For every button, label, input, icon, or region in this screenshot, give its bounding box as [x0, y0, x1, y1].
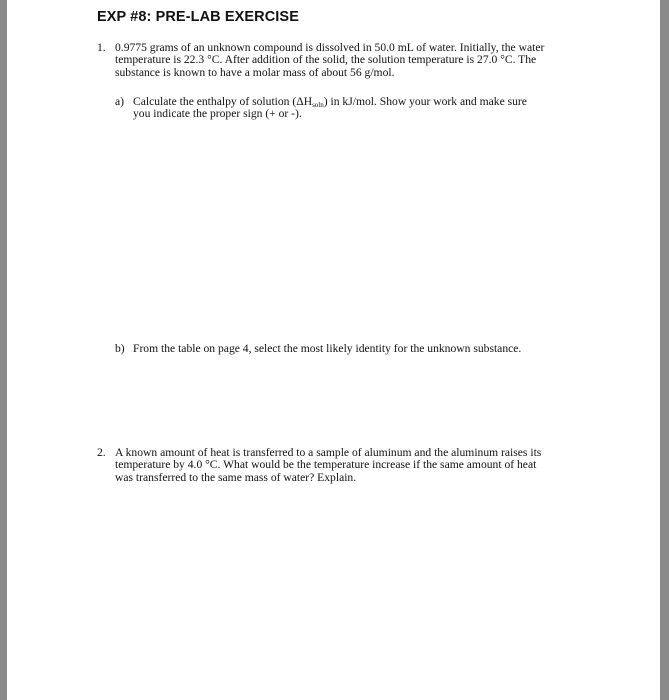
part-line-end: ) in kJ/mol. Show your work and make sure — [323, 95, 527, 108]
soln-subscript: soln — [312, 101, 324, 109]
question-1-part-b — [115, 343, 595, 357]
question-line: was transferred to the same mass of water? Explain. — [115, 470, 357, 484]
part-text — [133, 96, 527, 121]
question-number: 2. — [97, 446, 106, 459]
part-text — [133, 343, 521, 355]
part-line: you indicate the proper sign (+ or -). — [133, 107, 302, 121]
document-page — [7, 0, 660, 700]
question-line: A known amount of heat is transferred to a sample of aluminum and the aluminum raises its — [115, 446, 542, 459]
question-line: substance is known to have a molar mass of about 56 g/mol. — [115, 65, 395, 79]
question-number: 1. — [97, 41, 106, 54]
question-2 — [97, 447, 617, 487]
question-line: temperature is 22.3 °C. After addition of the solid, the solution temperature is 27.0 °C. The — [115, 53, 537, 67]
question-line: temperature by 4.0 °C. What would be the temperature increase if the same amount of heat — [115, 458, 537, 472]
question-line: 0.9775 grams of an unknown compound is dissolved in 50.0 mL of water. Initially, the water — [115, 41, 545, 54]
part-line: From the table on page 4, select the most likely identity for the unknown substance. — [133, 342, 522, 355]
question-1 — [97, 42, 617, 82]
page-title: EXP #8: PRE-LAB EXERCISE — [97, 9, 299, 25]
question-text — [115, 447, 541, 484]
part-line-start: Calculate the enthalpy of solution (ΔH — [133, 95, 313, 108]
question-text — [115, 42, 544, 79]
part-label: b) — [115, 342, 125, 355]
question-1-part-a — [115, 96, 595, 124]
part-label: a) — [115, 95, 125, 108]
